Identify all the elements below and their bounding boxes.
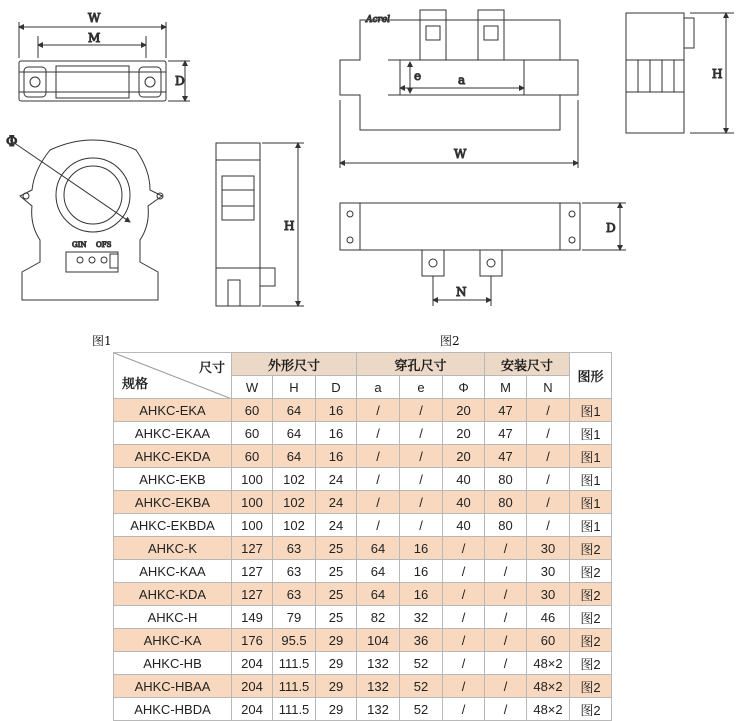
fig2-bottom-view — [340, 203, 626, 306]
figure-cell: 图2 — [570, 652, 612, 675]
d-cell: 29 — [316, 652, 357, 675]
m-cell: 47 — [485, 422, 527, 445]
h-cell: 64 — [273, 422, 316, 445]
technical-drawings — [0, 0, 737, 330]
d-cell: 29 — [316, 675, 357, 698]
model-cell: AHKC-EKB — [114, 468, 232, 491]
m-cell: / — [485, 629, 527, 652]
m-cell: 47 — [485, 399, 527, 422]
d-cell: 29 — [316, 629, 357, 652]
table-row — [114, 445, 612, 468]
m-cell: 80 — [485, 491, 527, 514]
col-header-a: a — [357, 376, 400, 399]
model-cell: AHKC-KDA — [114, 583, 232, 606]
fig1-d-label: D — [175, 74, 185, 88]
a-cell: / — [357, 468, 400, 491]
figure-cell: 图1 — [570, 445, 612, 468]
h-cell: 63 — [273, 537, 316, 560]
n-cell: 30 — [527, 537, 570, 560]
h-cell: 111.5 — [273, 652, 316, 675]
figure-cell: 图2 — [570, 629, 612, 652]
n-cell: 60 — [527, 629, 570, 652]
n-cell: / — [527, 422, 570, 445]
fig1-w-label: W — [88, 11, 101, 25]
phi-cell: / — [443, 583, 485, 606]
fig1-m-label: M — [88, 31, 101, 45]
a-cell: 132 — [357, 675, 400, 698]
w-cell: 60 — [232, 399, 273, 422]
e-cell: 52 — [400, 652, 443, 675]
fig1-terminal-ofs: OFS — [96, 241, 112, 249]
a-cell: 132 — [357, 652, 400, 675]
m-cell: 47 — [485, 445, 527, 468]
group-header-mounting: 安装尺寸 — [485, 353, 570, 376]
figure-cell: 图2 — [570, 537, 612, 560]
n-cell: 48×2 — [527, 698, 570, 721]
a-cell: 64 — [357, 583, 400, 606]
model-cell: AHKC-H — [114, 606, 232, 629]
fig2-logo: Acrel — [366, 15, 391, 25]
w-cell: 60 — [232, 445, 273, 468]
figure-cell: 图1 — [570, 399, 612, 422]
n-cell: / — [527, 445, 570, 468]
h-cell: 63 — [273, 560, 316, 583]
model-cell: AHKC-EKDA — [114, 445, 232, 468]
w-cell: 127 — [232, 537, 273, 560]
w-cell: 149 — [232, 606, 273, 629]
w-cell: 127 — [232, 560, 273, 583]
n-cell: 48×2 — [527, 652, 570, 675]
fig1-top-view — [19, 22, 190, 101]
phi-cell: 20 — [443, 422, 485, 445]
d-cell: 25 — [316, 606, 357, 629]
n-cell: / — [527, 399, 570, 422]
fig1-h-label: H — [284, 219, 295, 233]
fig1-front-view — [10, 140, 163, 300]
figure-cell: 图2 — [570, 606, 612, 629]
figure-1-caption: 图1 — [92, 334, 112, 348]
a-cell: / — [357, 491, 400, 514]
a-cell: 104 — [357, 629, 400, 652]
figure-cell: 图2 — [570, 583, 612, 606]
table-row — [114, 560, 612, 583]
a-cell: 64 — [357, 560, 400, 583]
m-cell: / — [485, 560, 527, 583]
figure-cell: 图1 — [570, 514, 612, 537]
phi-cell: 20 — [443, 445, 485, 468]
m-cell: 80 — [485, 468, 527, 491]
figure-cell: 图1 — [570, 468, 612, 491]
a-cell: 82 — [357, 606, 400, 629]
n-cell: 48×2 — [527, 675, 570, 698]
w-cell: 60 — [232, 422, 273, 445]
h-cell: 64 — [273, 399, 316, 422]
table-row — [114, 629, 612, 652]
phi-cell: 40 — [443, 491, 485, 514]
fig2-e-label: e — [414, 69, 422, 83]
model-cell: AHKC-EKBDA — [114, 514, 232, 537]
n-cell: 46 — [527, 606, 570, 629]
d-cell: 25 — [316, 537, 357, 560]
phi-cell: 40 — [443, 514, 485, 537]
figure-cell: 图1 — [570, 422, 612, 445]
model-cell: AHKC-KAA — [114, 560, 232, 583]
fig2-d-label: D — [606, 221, 616, 235]
h-cell: 63 — [273, 583, 316, 606]
spec-table-body — [114, 399, 612, 721]
phi-cell: / — [443, 606, 485, 629]
table-row — [114, 537, 612, 560]
drawing-canvas — [0, 0, 737, 330]
m-cell: / — [485, 675, 527, 698]
table-row — [114, 675, 612, 698]
fig2-a-label: a — [458, 73, 466, 87]
model-cell: AHKC-EKBA — [114, 491, 232, 514]
model-cell: AHKC-K — [114, 537, 232, 560]
corner-header-top: 尺寸 — [198, 360, 225, 375]
fig2-h-label: H — [712, 67, 723, 81]
e-cell: 16 — [400, 560, 443, 583]
model-cell: AHKC-KA — [114, 629, 232, 652]
h-cell: 111.5 — [273, 675, 316, 698]
fig2-w-label: W — [454, 147, 467, 161]
figure-cell: 图2 — [570, 675, 612, 698]
table-row — [114, 514, 612, 537]
d-cell: 25 — [316, 583, 357, 606]
n-cell: / — [527, 491, 570, 514]
e-cell: / — [400, 422, 443, 445]
m-cell: / — [485, 606, 527, 629]
n-cell: / — [527, 468, 570, 491]
e-cell: / — [400, 468, 443, 491]
table-row — [114, 399, 612, 422]
figure-cell: 图2 — [570, 698, 612, 721]
m-cell: / — [485, 583, 527, 606]
n-cell: / — [527, 514, 570, 537]
group-header-hole: 穿孔尺寸 — [357, 353, 485, 376]
w-cell: 100 — [232, 491, 273, 514]
w-cell: 100 — [232, 514, 273, 537]
phi-cell: / — [443, 675, 485, 698]
h-cell: 102 — [273, 514, 316, 537]
a-cell: / — [357, 445, 400, 468]
table-row — [114, 491, 612, 514]
corner-header — [114, 353, 232, 399]
phi-cell: 40 — [443, 468, 485, 491]
e-cell: 16 — [400, 537, 443, 560]
phi-cell: / — [443, 652, 485, 675]
d-cell: 24 — [316, 468, 357, 491]
e-cell: 36 — [400, 629, 443, 652]
d-cell: 24 — [316, 491, 357, 514]
d-cell: 16 — [316, 399, 357, 422]
phi-cell: 20 — [443, 399, 485, 422]
spec-table — [113, 352, 612, 721]
e-cell: 32 — [400, 606, 443, 629]
model-cell: AHKC-EKAA — [114, 422, 232, 445]
h-cell: 95.5 — [273, 629, 316, 652]
e-cell: 16 — [400, 583, 443, 606]
d-cell: 16 — [316, 445, 357, 468]
w-cell: 204 — [232, 652, 273, 675]
table-row — [114, 422, 612, 445]
phi-cell: / — [443, 629, 485, 652]
col-header-w: W — [232, 376, 273, 399]
table-row — [114, 606, 612, 629]
a-cell: 132 — [357, 698, 400, 721]
w-cell: 204 — [232, 698, 273, 721]
w-cell: 204 — [232, 675, 273, 698]
col-header-m: M — [485, 376, 527, 399]
figure-cell: 图2 — [570, 560, 612, 583]
table-row — [114, 583, 612, 606]
col-header-e: e — [400, 376, 443, 399]
table-row — [114, 698, 612, 721]
e-cell: / — [400, 445, 443, 468]
table-row — [114, 468, 612, 491]
w-cell: 176 — [232, 629, 273, 652]
figure-cell: 图1 — [570, 491, 612, 514]
w-cell: 100 — [232, 468, 273, 491]
h-cell: 111.5 — [273, 698, 316, 721]
model-cell: AHKC-HBAA — [114, 675, 232, 698]
h-cell: 102 — [273, 491, 316, 514]
fig1-phi-label: Φ — [6, 134, 18, 150]
m-cell: / — [485, 698, 527, 721]
phi-cell: / — [443, 698, 485, 721]
a-cell: / — [357, 422, 400, 445]
table-row — [114, 652, 612, 675]
m-cell: 80 — [485, 514, 527, 537]
group-header-outline: 外形尺寸 — [232, 353, 357, 376]
e-cell: / — [400, 491, 443, 514]
e-cell: 52 — [400, 675, 443, 698]
n-cell: 30 — [527, 560, 570, 583]
d-cell: 25 — [316, 560, 357, 583]
fig1-terminal-gin: GIN — [72, 241, 87, 249]
fig2-n-label: N — [456, 285, 467, 299]
corner-header-bottom: 规格 — [122, 376, 149, 391]
model-cell: AHKC-HB — [114, 652, 232, 675]
phi-cell: / — [443, 560, 485, 583]
a-cell: 64 — [357, 537, 400, 560]
col-header-phi: Φ — [443, 376, 485, 399]
model-cell: AHKC-HBDA — [114, 698, 232, 721]
phi-cell: / — [443, 537, 485, 560]
h-cell: 64 — [273, 445, 316, 468]
w-cell: 127 — [232, 583, 273, 606]
col-header-d: D — [316, 376, 357, 399]
col-header-n: N — [527, 376, 570, 399]
e-cell: 52 — [400, 698, 443, 721]
m-cell: / — [485, 652, 527, 675]
shape-header: 图形 — [570, 353, 612, 399]
h-cell: 102 — [273, 468, 316, 491]
fig2-front-view — [340, 10, 578, 168]
col-header-h: H — [273, 376, 316, 399]
a-cell: / — [357, 514, 400, 537]
d-cell: 29 — [316, 698, 357, 721]
a-cell: / — [357, 399, 400, 422]
e-cell: / — [400, 514, 443, 537]
h-cell: 79 — [273, 606, 316, 629]
model-cell: AHKC-EKA — [114, 399, 232, 422]
e-cell: / — [400, 399, 443, 422]
d-cell: 16 — [316, 422, 357, 445]
d-cell: 24 — [316, 514, 357, 537]
figure-2-caption: 图2 — [440, 334, 460, 348]
m-cell: / — [485, 537, 527, 560]
n-cell: 30 — [527, 583, 570, 606]
